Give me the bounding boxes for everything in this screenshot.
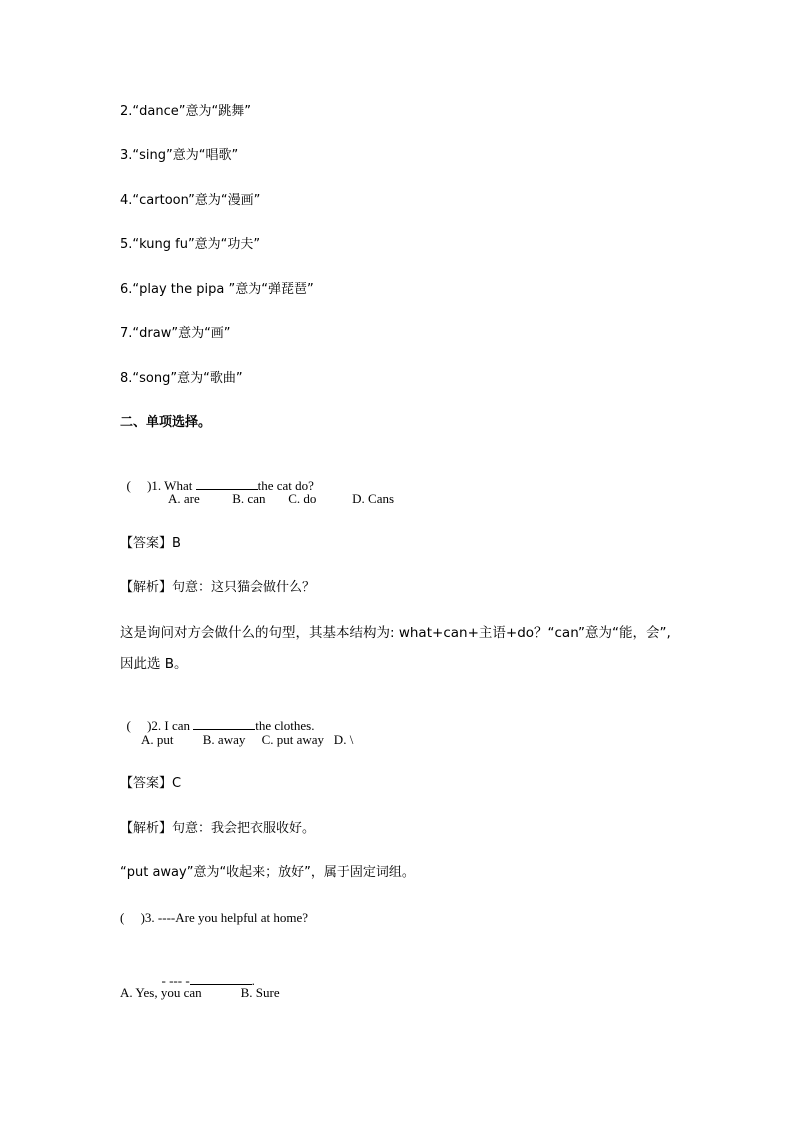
question-2-suffix: the clothes. [255,718,315,733]
question-2-analysis: 【解析】句意：我会把衣服收好。 [120,821,316,836]
vocab-item: 8.“song”意为“歌曲” [120,371,243,386]
question-2-blank [193,717,255,730]
vocab-item: 4.“cartoon”意为“漫画” [120,193,261,208]
question-3-options: A. Yes, you can B. Sure [120,985,280,1000]
question-1-suffix: the cat do? [257,478,314,493]
question-2-prefix: ( )2. I can [126,718,194,733]
question-1-explanation: 这是询问对方会做什么的句型，其基本结构为: what+can+主语+do？“can”意为“能，会”, [120,625,671,641]
question-2-answer: 【答案】C [120,776,182,791]
section-title: 二、单项选择。 [120,415,212,430]
question-3: ( )3. ----Are you helpful at home? [120,910,309,925]
question-3-reply-prefix: - --- - [161,973,190,988]
question-1-analysis: 【解析】句意：这只猫会做什么？ [120,580,316,595]
question-2 [120,699,315,735]
vocab-item: 7.“draw”意为“画” [120,326,231,341]
question-1-answer: 【答案】B [120,536,181,551]
question-1-prefix: ( )1. What [126,478,196,493]
question-1-options: A. are B. can C. do D. Cans [168,491,395,506]
vocab-item: 5.“kung fu”意为“功夫” [120,237,261,252]
question-3-reply-suffix: . [251,973,255,988]
vocab-item: 3.“sing”意为“唱歌” [120,148,239,163]
question-1-blank [196,477,258,490]
vocab-item: 2.“dance”意为“跳舞” [120,104,251,119]
question-1-explanation-cont: 因此选 B。 [120,656,188,672]
vocab-item: 6.“play the pipa ”意为“弹琵琶” [120,282,314,297]
question-2-options: A. put B. away C. put away D. \ [141,732,354,747]
question-2-explanation: “put away”意为“收起来；放好”，属于固定词组。 [120,865,415,880]
